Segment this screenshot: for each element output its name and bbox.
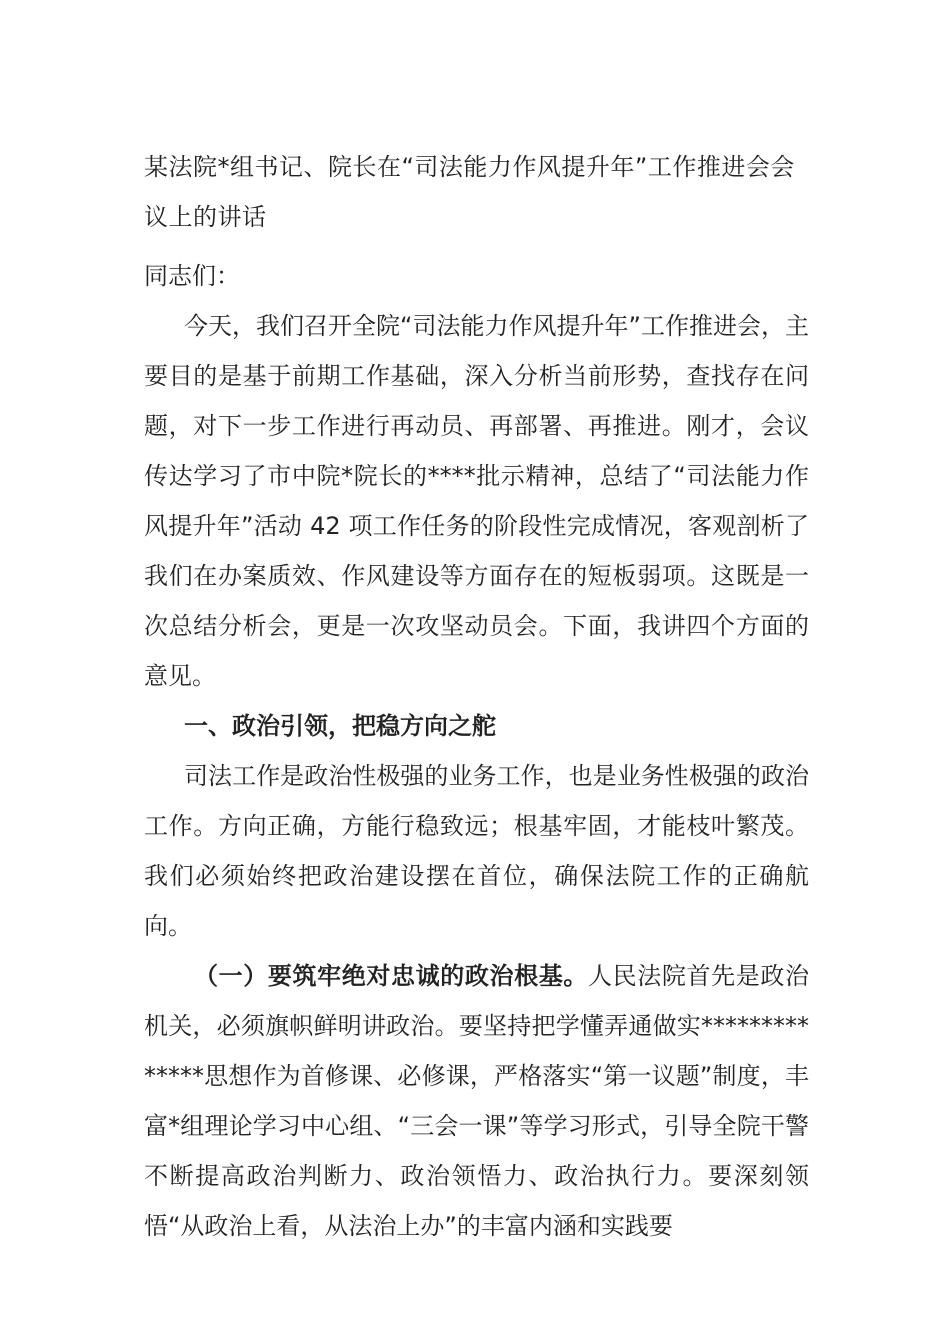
salutation: 同志们： — [144, 262, 240, 290]
paragraph-section-1-intro: 司法工作是政治性极强的业务工作，也是业务性极强的政治工作。方向正确，方能行稳致远；根基牢固，才能枝叶繁茂。我们必须始终把政治建设摆在首位，确保法院工作的正确航向。 — [144, 762, 809, 940]
section-heading-1: 一、政治引领，把稳方向之舵 — [184, 712, 496, 740]
document-body — [144, 142, 809, 1251]
document-title: 某法院*组书记、院长在“司法能力作风提升年”工作推进会会议上的讲话 — [144, 153, 795, 231]
subsection-1-lead: （一）要筑牢绝对忠诚的政治根基。 — [194, 962, 588, 990]
subsection-1-body: 人民法院首先是政治机关，必须旗帜鲜明讲政治。要坚持把学懂弄通做实**************思想作为首修课、必修课，严格落实“第一议题”制度，丰富*组理论学习中心组、“三会一课”等学习形式，引导全院干警不断提高政治判断力、政治领悟力、政治执行力。要深刻领悟“从政治上看，从法治上办”的丰富内涵和实践要 — [144, 962, 809, 1240]
paragraph-intro: 今天，我们召开全院“司法能力作风提升年”工作推进会，主要目的是基于前期工作基础，深入分析当前形势，查找存在问题，对下一步工作进行再动员、再部署、再推进。刚才，会议传达学习了市中院*院长的****批示精神，总结了“司法能力作风提升年”活动 42 项工作任务的阶段性完成情况，客观剖析了我们在办案质效、作风建设等方面存在的短板弱项。这既是一次总结分析会，更是一次攻坚动员会。下面，我讲四个方面的意见。 — [144, 312, 809, 690]
paragraph-subsection-1 — [144, 951, 809, 1251]
